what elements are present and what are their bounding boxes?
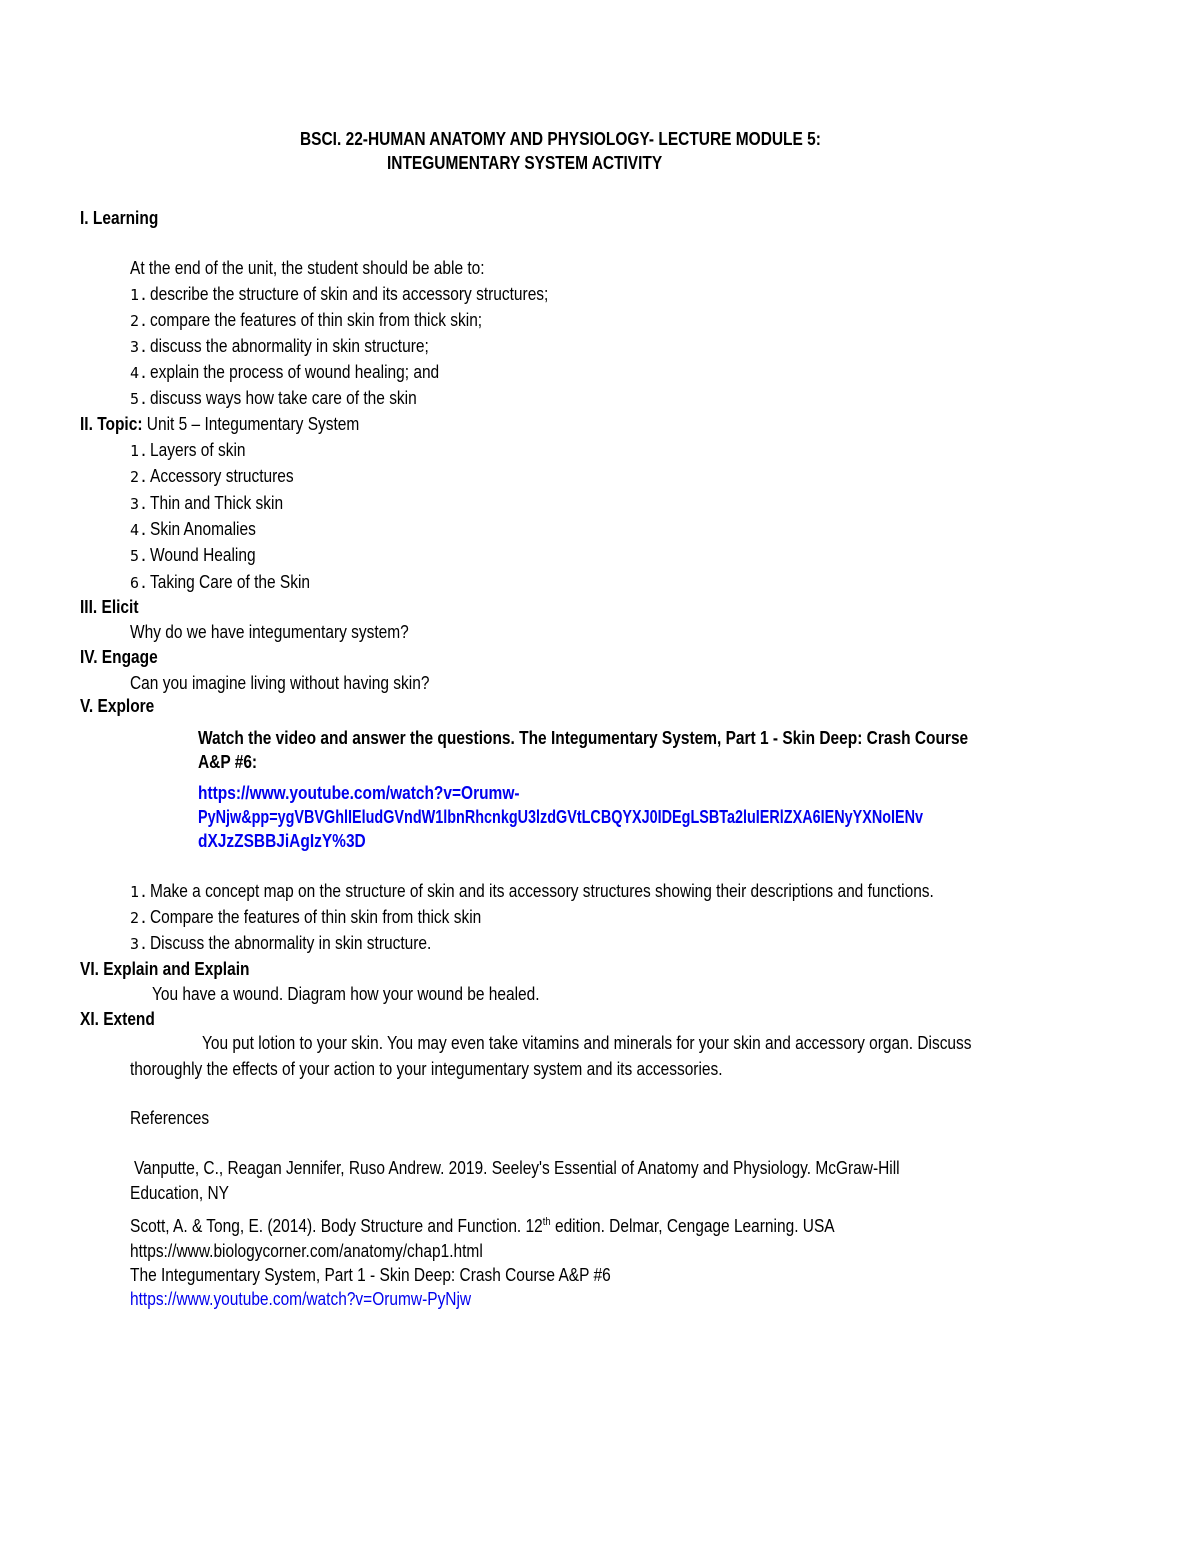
section-heading-learning: I. Learning [80,208,159,228]
extend-text: You put lotion to your skin. You may even take vitamins and minerals for your skin and accessory organ. Discuss [202,1033,972,1053]
topic-item: 5. Wound Healing [130,545,256,565]
section-heading-elicit: III. Elicit [80,597,139,617]
explore-instruction-cont: A&P #6: [198,752,258,772]
learning-item: 2. compare the features of thin skin from thick skin; [130,310,483,330]
video-link[interactable]: PyNjw&pp=ygVBVGhlIEludGVndW1lbnRhcnkgU3lzdGVtLCBQYXJ0IDEgLSBTa2luIERlZXA6IENyYXNoIENv [198,807,924,827]
reference-entry-cont: Education, NY [130,1183,229,1203]
extend-text-cont: thoroughly the effects of your action to your integumentary system and its accessories. [130,1059,723,1079]
reference-entry: The Integumentary System, Part 1 - Skin Deep: Crash Course A&P #6 [130,1265,611,1285]
reference-entry: Vanputte, C., Reagan Jennifer, Ruso Andrew. 2019. Seeley's Essential of Anatomy and Physiology. McGraw-Hill [134,1158,900,1178]
reference-url: https://www.biologycorner.com/anatomy/chap1.html [130,1241,483,1261]
topic-item: 4. Skin Anomalies [130,519,256,539]
references-heading: References [130,1108,210,1128]
learning-item: 3. discuss the abnormality in skin structure; [130,336,429,356]
explain-text: You have a wound. Diagram how your wound be healed. [152,984,540,1004]
reference-link[interactable]: https://www.youtube.com/watch?v=Orumw-PyNjw [130,1289,472,1309]
page-title: BSCI. 22-HUMAN ANATOMY AND PHYSIOLOGY- LECTURE MODULE 5: [300,129,821,149]
video-link[interactable]: https://www.youtube.com/watch?v=Orumw- [198,783,520,803]
explore-item: 1. Make a concept map on the structure of skin and its accessory structures showing their descriptions and functions. [130,881,934,901]
section-heading-engage: IV. Engage [80,647,158,667]
learning-intro: At the end of the unit, the student should be able to: [130,258,485,278]
topic-item: 2. Accessory structures [130,466,294,486]
reference-entry: Scott, A. & Tong, E. (2014). Body Structure and Function. 12th edition. Delmar, Cengage Learning. USA [130,1216,835,1236]
engage-text: Can you imagine living without having skin? [130,673,430,693]
section-heading-extend: XI. Extend [80,1009,155,1029]
learning-item: 4. explain the process of wound healing; and [130,362,440,382]
elicit-text: Why do we have integumentary system? [130,622,409,642]
learning-item: 5. discuss ways how take care of the skin [130,388,417,408]
section-heading-explain: VI. Explain and Explain [80,959,250,979]
section-heading-explore: V. Explore [80,696,155,716]
explore-item: 2. Compare the features of thin skin from thick skin [130,907,482,927]
explore-item: 3. Discuss the abnormality in skin structure. [130,933,432,953]
explore-instruction: Watch the video and answer the questions. The Integumentary System, Part 1 - Skin Deep: Crash Course [198,728,969,748]
video-link[interactable]: dXJzZSBBJiAgIzY%3D [198,831,366,851]
learning-item: 1. describe the structure of skin and its accessory structures; [130,284,549,304]
topic-item: 6. Taking Care of the Skin [130,572,311,592]
section-heading-topic: II. Topic: Unit 5 – Integumentary System [80,414,360,434]
page-subtitle: INTEGUMENTARY SYSTEM ACTIVITY [387,153,663,173]
topic-item: 3. Thin and Thick skin [130,493,284,513]
topic-item: 1. Layers of skin [130,440,246,460]
